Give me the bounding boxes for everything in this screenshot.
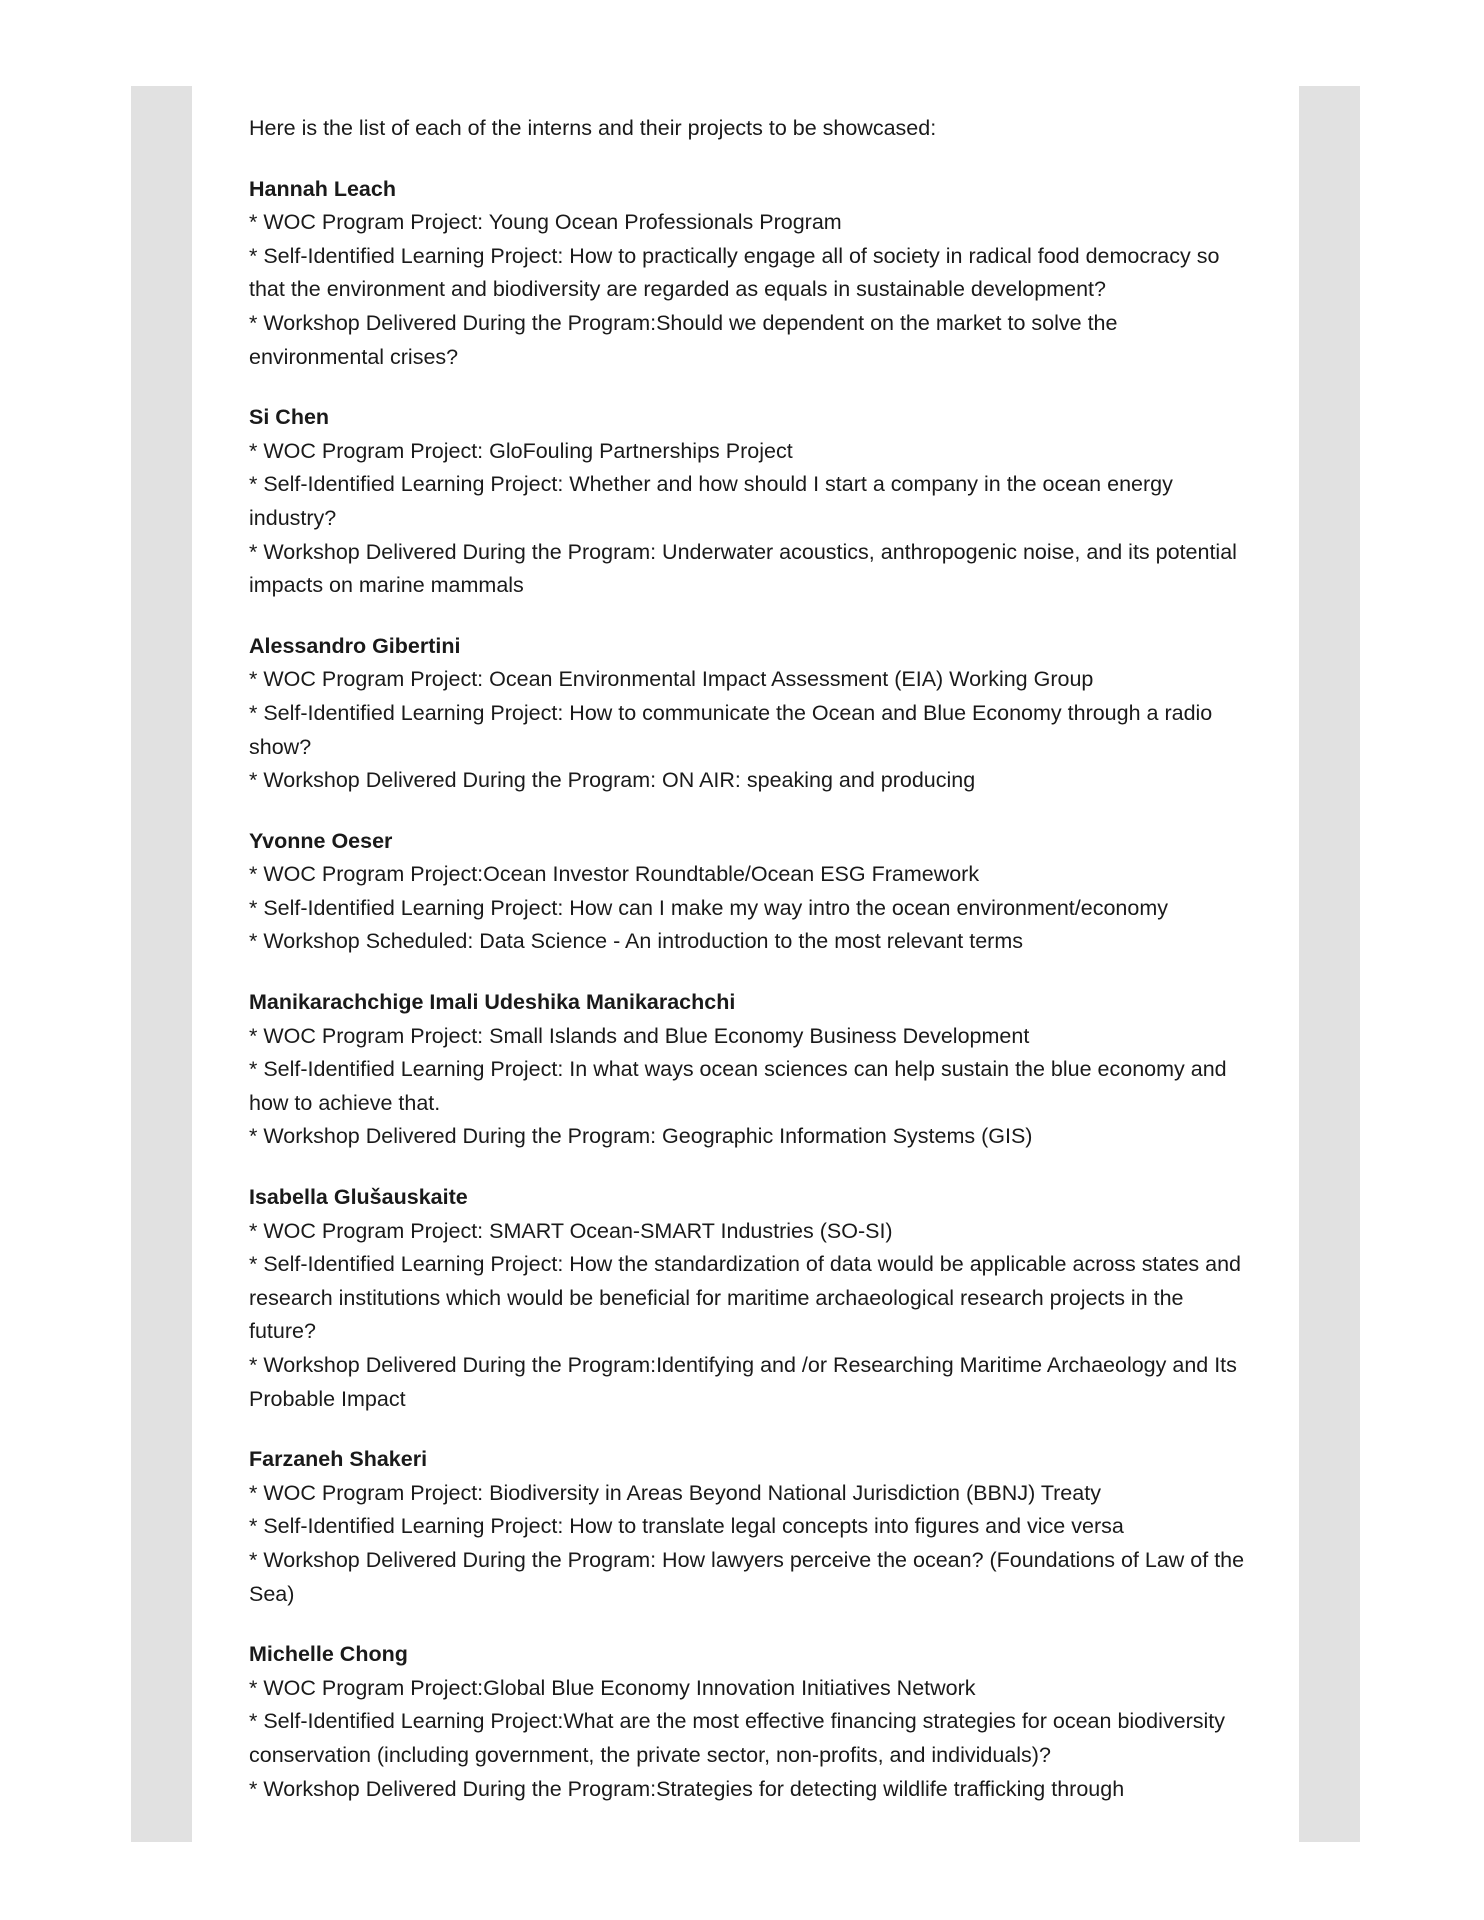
intern-name: Farzaneh Shakeri bbox=[249, 1447, 428, 1472]
right-margin-band bbox=[1299, 86, 1360, 1842]
intern-entry bbox=[249, 401, 1249, 603]
intern-name: Yvonne Oeser bbox=[249, 828, 393, 853]
workshop-delivered: * Workshop Delivered During the Program:Strategies for detecting wildlife trafficking through bbox=[249, 1776, 1125, 1801]
intern-entry bbox=[249, 1443, 1249, 1611]
intern-entry bbox=[249, 173, 1249, 375]
woc-program-project: * WOC Program Project: Biodiversity in Areas Beyond National Jurisdiction (BBNJ) Treaty bbox=[249, 1480, 1101, 1505]
self-identified-learning-project: * Self-Identified Learning Project: Whether and how should I start a company in the ocean energy industry? bbox=[249, 472, 1173, 530]
woc-program-project: * WOC Program Project: SMART Ocean-SMART Industries (SO-SI) bbox=[249, 1218, 893, 1243]
intern-entry bbox=[249, 986, 1249, 1154]
self-identified-learning-project: * Self-Identified Learning Project: In what ways ocean sciences can help sustain the blue economy and how to achieve that. bbox=[249, 1057, 1227, 1115]
self-identified-learning-project: * Self-Identified Learning Project: How to practically engage all of society in radical food democracy so that the environment and biodiversity are regarded as equals in sustainable development? bbox=[249, 243, 1220, 302]
workshop-delivered: * Workshop Delivered During the Program:Identifying and /or Researching Maritime Archaeology and Its Probable Impact bbox=[249, 1353, 1237, 1411]
self-identified-learning-project: * Self-Identified Learning Project: How can I make my way intro the ocean environment/economy bbox=[249, 895, 1168, 920]
self-identified-learning-project: * Self-Identified Learning Project:What are the most effective financing strategies for ocean biodiversity conservation (including government, the private sector, non-profits, and individuals)? bbox=[249, 1709, 1225, 1767]
document-body bbox=[249, 112, 1249, 1833]
self-identified-learning-project: * Self-Identified Learning Project: How to communicate the Ocean and Blue Economy through a radio show? bbox=[249, 700, 1213, 759]
intern-name: Manikarachchige Imali Udeshika Manikarachchi bbox=[249, 990, 736, 1015]
woc-program-project: * WOC Program Project:Ocean Investor Roundtable/Ocean ESG Framework bbox=[249, 862, 980, 887]
workshop-delivered: * Workshop Delivered During the Program: ON AIR: speaking and producing bbox=[249, 768, 976, 793]
intern-name: Michelle Chong bbox=[249, 1642, 408, 1667]
left-margin-band bbox=[131, 86, 192, 1842]
woc-program-project: * WOC Program Project: Ocean Environmental Impact Assessment (EIA) Working Group bbox=[249, 667, 1094, 692]
intern-name: Si Chen bbox=[249, 405, 330, 430]
intern-entry bbox=[249, 1181, 1249, 1416]
intern-entry bbox=[249, 825, 1249, 959]
intern-entry bbox=[249, 630, 1249, 798]
self-identified-learning-project: * Self-Identified Learning Project: How to translate legal concepts into figures and vice versa bbox=[249, 1514, 1124, 1539]
workshop-delivered: * Workshop Delivered During the Program: How lawyers perceive the ocean? (Foundations of Law of the Sea) bbox=[249, 1547, 1245, 1606]
woc-program-project: * WOC Program Project: GloFouling Partnerships Project bbox=[249, 438, 793, 463]
self-identified-learning-project: * Self-Identified Learning Project: How the standardization of data would be applicable across states and research institutions which would be beneficial for maritime archaeological research projects in the future? bbox=[249, 1252, 1241, 1344]
woc-program-project: * WOC Program Project: Young Ocean Professionals Program bbox=[249, 210, 842, 235]
workshop-delivered: * Workshop Delivered During the Program:Should we dependent on the market to solve the environmental crises? bbox=[249, 310, 1118, 369]
intern-entry bbox=[249, 1638, 1249, 1806]
woc-program-project: * WOC Program Project: Small Islands and Blue Economy Business Development bbox=[249, 1023, 1030, 1048]
intern-name: Isabella Glušauskaite bbox=[249, 1185, 468, 1210]
woc-program-project: * WOC Program Project:Global Blue Economy Innovation Initiatives Network bbox=[249, 1675, 976, 1700]
intern-name: Alessandro Gibertini bbox=[249, 633, 461, 658]
workshop-scheduled: * Workshop Scheduled: Data Science - An introduction to the most relevant terms bbox=[249, 929, 1023, 954]
intro-paragraph: Here is the list of each of the interns and their projects to be showcased: bbox=[249, 116, 937, 140]
workshop-delivered: * Workshop Delivered During the Program: Underwater acoustics, anthropogenic noise, and its potential impacts on marine mammals bbox=[249, 539, 1237, 598]
intern-name: Hannah Leach bbox=[249, 176, 396, 201]
workshop-delivered: * Workshop Delivered During the Program: Geographic Information Systems (GIS) bbox=[249, 1124, 1033, 1149]
